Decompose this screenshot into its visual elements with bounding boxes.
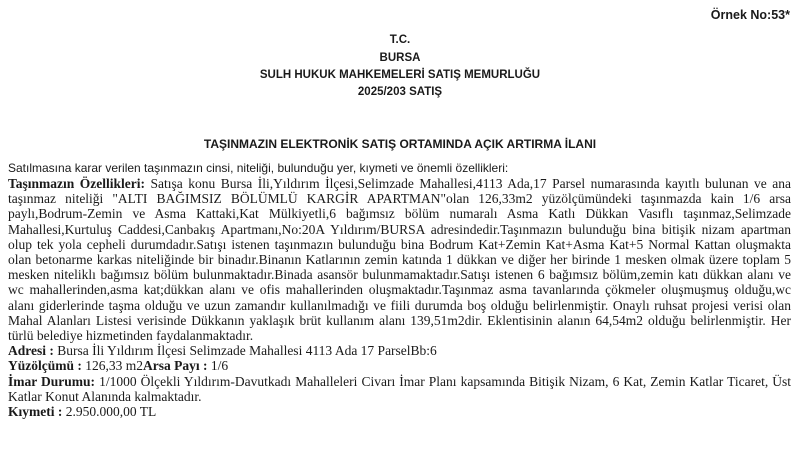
address-value: Bursa İli Yıldırım İlçesi Selimzade Mahallesi 4113 Ada 17 ParselBb:6 xyxy=(57,343,437,359)
share-label: Arsa Payı : xyxy=(143,358,208,374)
sample-number: Örnek No:53* xyxy=(710,8,790,22)
header-republic: T.C. xyxy=(389,34,411,46)
zoning-label: İmar Durumu: xyxy=(8,373,96,389)
header-file-number: 2025/203 SATIŞ xyxy=(357,86,443,98)
value-amount: 2.950.000,00 TL xyxy=(65,404,157,420)
zoning-value: 1/1000 Ölçekli Yıldırım-Davutkadı Mahalleleri Civarı İmar Planı kapsamında Bitişik Nizam, 6 Kat, Zemin Katlar Ticaret, Üst Katlar Konut Alanında kalmaktadır. xyxy=(8,373,792,404)
area-line xyxy=(8,358,791,373)
zoning-line xyxy=(8,374,791,404)
header-court-office: SULH HUKUK MAHKEMELERİ SATIŞ MEMURLUĞU xyxy=(259,69,541,81)
document-body xyxy=(8,176,791,419)
address-label: Adresi : xyxy=(8,343,54,359)
share-value: 1/6 xyxy=(210,358,229,374)
property-features-label: Taşınmazın Özellikleri: xyxy=(8,176,145,191)
value-label: Kıymeti : xyxy=(8,404,63,420)
announcement-title: TAŞINMAZIN ELEKTRONİK SATIŞ ORTAMINDA AÇIK ARTIRMA İLANI xyxy=(203,137,597,151)
area-label: Yüzölçümü : xyxy=(8,358,82,374)
property-features-text: Satışa konu Bursa İli,Yıldırım İlçesi,Selimzade Mahallesi,4113 Ada,17 Parsel numarasında kayıtlı bulunan ve ana taşınmaz niteliği "ALTI BAĞIMSIZ BÖLÜMLÜ KARGİR APARTMAN"olan 126,33m2 yüzölçümündeki taşınmazda kain 1/6 arsa paylı,Bodrum-Zemin ve Asma Kattaki,Kat Mülkiyetli,6 bağımsız bölüm numaralı Asma Katlı Dükkan Vasıflı taşınmaz,Selimzade Mahallesi,Kurtuluş Caddesi,Canbakış Apartmanı,No:20A Yıldırım/BURSA adresindedir.Taşınmazın bulunduğu bina bitişik nizam apartman olup tek yola cepheli durumdadır.Satışı istenen taşınmazın bulunduğu bina Bodrum Kat+Zemin Kat+Asma Kat+5 Normal Kattan oluşmakta olan betonarme karkas niteliğinde bir binadır.Binanın Katlarının zemin katında 1 dükkan ve diğer her birinde 1 mesken olmak üzere toplam 5 mesken niteliklı bağımsız bölüm bulunmaktadır.Binada asansör bulunmamaktadır.Satışı istenen 6 bağımsız bölüm,zemin katı dükkan alanı ve wc mahallerinden,asma kat;dükkan alanı ve ofis mahallerinden oluşmaktadır.Taşınmaz asma tavanlarında çökmeler oluşmuşmuş olduğu,wc alanı giderlerinde taşma olduğu ve uzun zamandır kullanılmadığı ve fiili durumda boş olduğu belirlenmiştir. Onaylı ruhsat projesi verisi olan Mahal Alanları Listesi verisinde Dükkanın yaklaşık brüt kullanım alanı 139,51m2dir. Eklentisinin alanın 64,54m2 olduğu belirlenmiştir. Her türlü belediye hizmetinden faydalanmaktadır. xyxy=(8,176,792,344)
property-features-paragraph xyxy=(8,176,791,343)
value-line xyxy=(8,404,791,419)
area-value: 126,33 m2 xyxy=(85,358,144,374)
address-line xyxy=(8,343,791,358)
header-city: BURSA xyxy=(379,52,421,64)
intro-text: Satılmasına karar verilen taşınmazın cinsi, niteliği, bulunduğu yer, kıymeti ve önemli özellikleri: xyxy=(8,161,509,175)
